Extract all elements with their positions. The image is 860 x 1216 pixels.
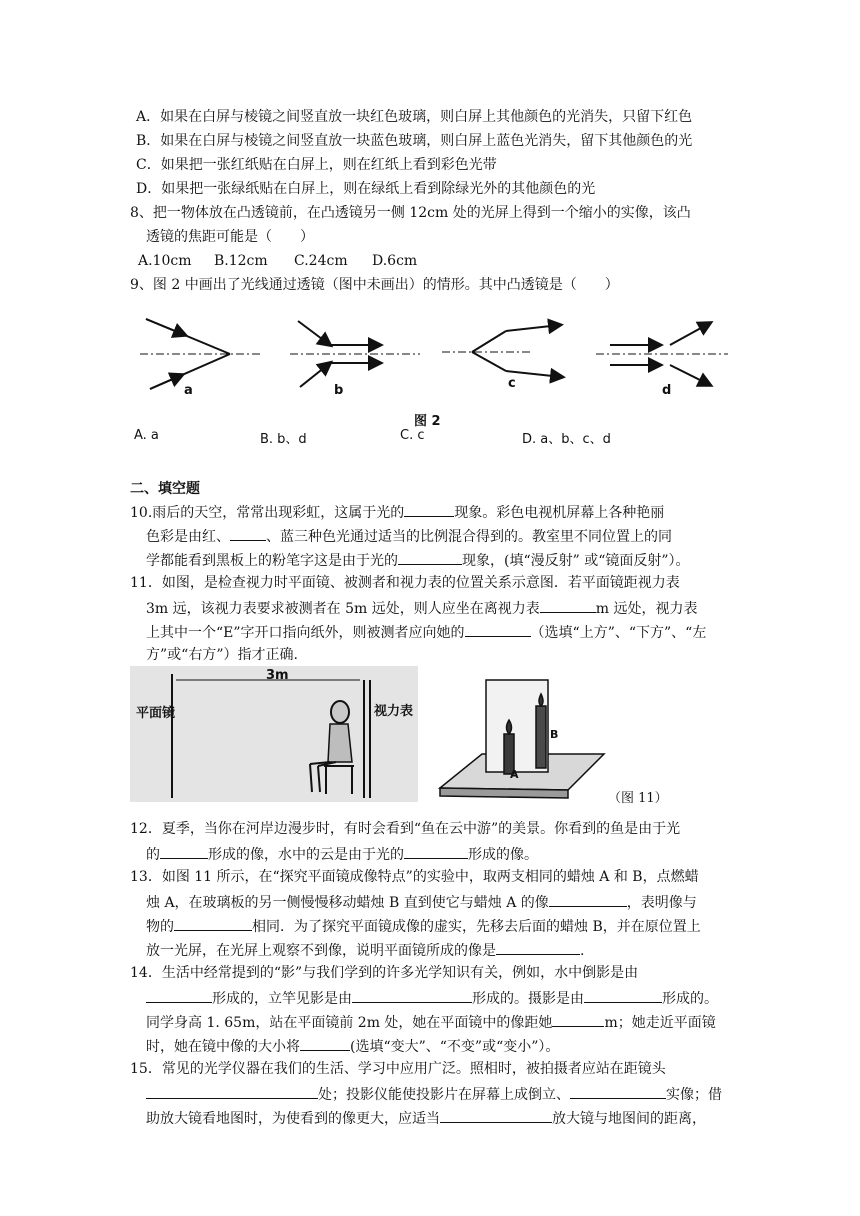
q14-line3: 同学身高 1. 65m，站在平面镜前 2m 处，她在平面镜中的像距她 m；她走近平面镜 [146, 1012, 716, 1032]
q10-line1: 10.雨后的天空，常常出现彩虹，这属于光的 现象。彩色电视机屏幕上各种艳丽 [130, 502, 664, 522]
q11-line3: 上其中一个“E”字开口指向纸外，则被测者应向她的 （选填“上方”、“下方”、“左 [146, 622, 706, 642]
q15-line2: 处；投影仪能使投影片在屏幕上成倒立、 实像；借 [146, 1084, 722, 1104]
mirror-label: 平面镜 [136, 706, 176, 721]
q7-option-d: D．如果把一张绿纸贴在白屏上，则在绿纸上看到除绿光外的其他颜色的光 [136, 181, 596, 197]
q10-line3: 学都能看到黑板上的粉笔字这是由于光的 现象，(填“漫反射” 或“镜面反射”）。 [146, 550, 690, 570]
candle-b-label: B [550, 728, 559, 741]
mirror-candle-figure [438, 676, 608, 806]
q8-option-c: C.24cm [294, 253, 348, 269]
candle-a-label: A [510, 768, 519, 781]
q8-line2: 透镜的焦距可能是（ ） [146, 229, 314, 245]
q12-line1: 12．夏季，当你在河岸边漫步时，有时会看到“鱼在云中游”的美景。你看到的鱼是由于光 [130, 821, 681, 837]
q9-choice-b: B. b、d [260, 432, 307, 447]
q10-line2: 色彩是由红、 、蓝三种色光通过适当的比例混合得到的。教室里不同位置上的同 [146, 526, 672, 546]
q13-line3: 物的 相同．为了探究平面镜成像的虚实，先移去后面的蜡烛 B，并在原位置上 [146, 916, 701, 936]
distance-label: 3m [266, 668, 289, 683]
q11-line4: 方”或“右方”）指才正确. [146, 647, 298, 663]
q9-choice-c: C. c [400, 428, 425, 443]
figure-2-ray-diagrams [130, 305, 730, 415]
q13-line2: 烛 A，在玻璃板的另一侧慢慢移动蜡烛 B 直到使它与蜡烛 A 的像 ，表明像与 [146, 892, 697, 912]
figure-11-caption: （图 11） [608, 791, 668, 806]
q8-option-b: B.12cm [214, 253, 268, 269]
figure-2-label-b: b [334, 383, 344, 398]
q12-line2: 的 形成的像，水中的云是由于光的 形成的像。 [146, 844, 538, 864]
q15-line1: 15．常见的光学仪器在我们的生活、学习中应用广泛。照相时，被拍摄者应站在距镜头 [130, 1061, 666, 1077]
q7-option-b: B．如果在白屏与棱镜之间竖直放一块蓝色玻璃，则白屏上蓝色光消失，留下其他颜色的光 [136, 133, 693, 149]
q9-choice-a: A. a [134, 428, 159, 443]
q11-line2: 3m 远，该视力表要求被测者在 5m 远处，则人应坐在离视力表 m 远处，视力表 [146, 598, 697, 618]
figure-2-caption: 图 2 [414, 414, 441, 429]
q7-option-a: A．如果在白屏与棱镜之间竖直放一块红色玻璃，则白屏上其他颜色的光消失，只留下红色 [136, 109, 693, 125]
q14-line2: 形成的，立竿见影是由 形成的。摄影是由 形成的。 [146, 988, 718, 1008]
q9-text: 9、图 2 中画出了光线通过透镜（图中未画出）的情形。其中凸透镜是（ ） [130, 277, 619, 293]
q8-option-d: D.6cm [372, 253, 418, 269]
figure-2-label-d: d [662, 383, 672, 398]
figure-2-label-c: c [508, 376, 516, 391]
q13-line1: 13．如图 11 所示，在“探究平面镜成像特点”的实验中，取两支相同的蜡烛 A 和 B，点燃蜡 [130, 869, 699, 885]
q14-line1: 14．生活中经常提到的“影”与我们学到的许多光学知识有关，例如，水中倒影是由 [130, 965, 639, 981]
eye-chart-label: 视力表 [374, 704, 414, 719]
q15-line3: 助放大镜看地图时，为使看到的像更大，应适当 放大镜与地图间的距离， [146, 1108, 706, 1128]
q14-line4: 时，她在镜中像的大小将 (选填“变大”、“不变”或“变小”）。 [146, 1036, 559, 1056]
q11-line1: 11．如图，是检查视力时平面镜、被测者和视力表的位置关系示意图．若平面镜距视力表 [130, 575, 680, 591]
figure-2-label-a: a [184, 383, 193, 398]
q9-choice-d: D. a、b、c、d [522, 432, 611, 447]
vision-test-figure [130, 666, 418, 802]
section-title-fill-in: 二、填空题 [130, 481, 200, 497]
q7-option-c: C．如果把一张红纸贴在白屏上，则在红纸上看到彩色光带 [136, 157, 497, 173]
q13-line4: 放一光屏，在光屏上观察不到像，说明平面镜所成的像是 . [146, 940, 584, 960]
q8-option-a: A.10cm [138, 253, 192, 269]
q8-line1: 8、把一物体放在凸透镜前，在凸透镜另一侧 12cm 处的光屏上得到一个缩小的实像，该凸 [130, 205, 691, 221]
